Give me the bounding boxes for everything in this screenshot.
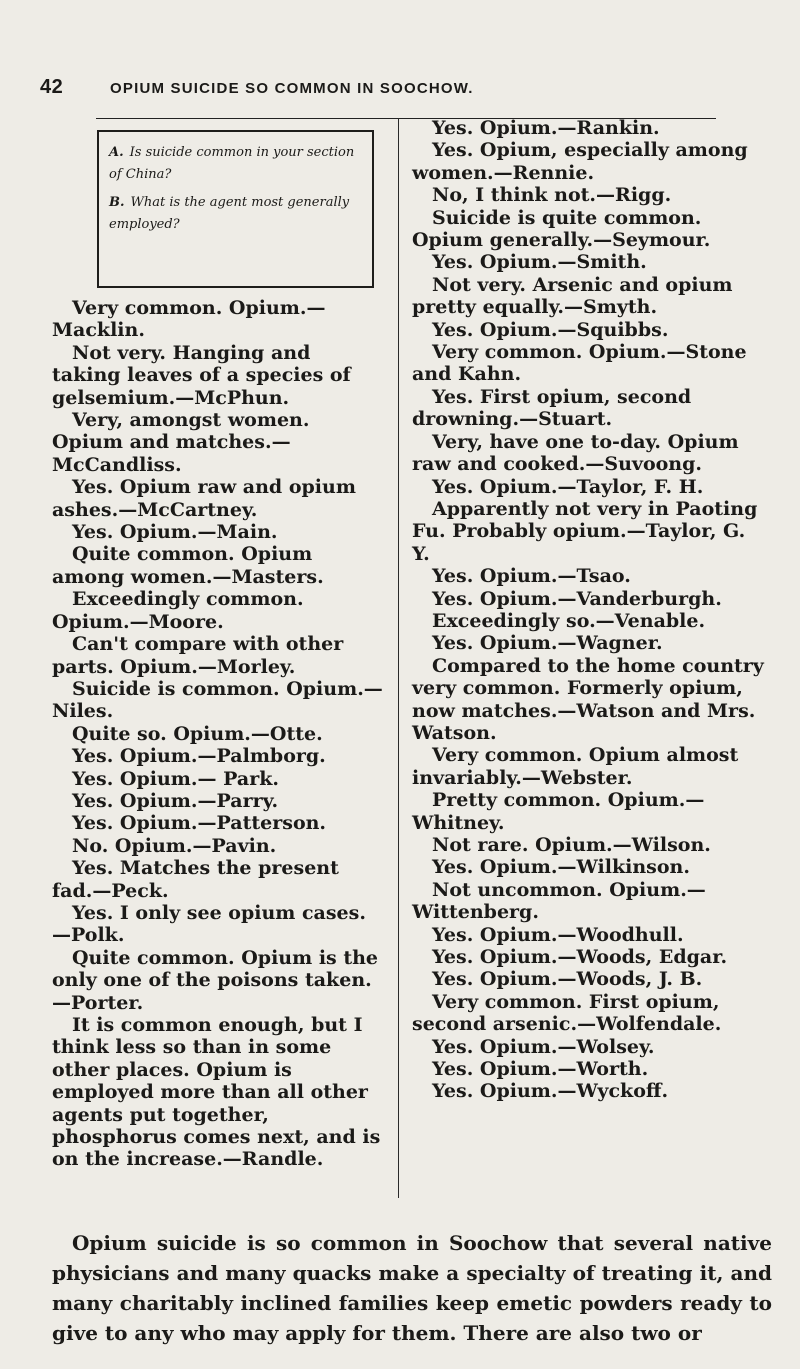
- response-entry: Very common. First opium, second arsenic.—Wolfendale.: [412, 990, 722, 1036]
- response-entry: Yes. Opium.—Taylor, F. H.: [432, 475, 704, 498]
- response-entry: Can't compare with other parts. Opium.—Morley.: [52, 633, 344, 678]
- response-entry: No. Opium.—Pavin.: [72, 834, 277, 857]
- column-divider: [398, 118, 399, 1198]
- right-column: [412, 117, 764, 1103]
- page-number: 42: [40, 76, 64, 98]
- question-b: B. What is the agent most generally employed?: [109, 195, 350, 232]
- question-a: A. Is suicide common in your section of China?: [109, 145, 355, 182]
- response-entry: Not very. Arsenic and opium pretty equally.—Smyth.: [412, 273, 733, 319]
- response-entry: Yes. Opium.—Smith.: [432, 251, 647, 274]
- response-entry: Very common. Opium.—Macklin.: [52, 297, 326, 342]
- response-entry: Yes. Opium.—Woodhull.: [432, 923, 684, 946]
- response-entry: Very common. Opium.—Stone and Kahn.: [412, 341, 747, 386]
- response-entry: Very, amongst women. Opium and matches.—McCandliss.: [52, 409, 310, 476]
- response-entry: Yes. Opium raw and opium ashes.—McCartney.: [52, 476, 356, 521]
- question-box: [97, 130, 374, 288]
- response-entry: Yes. Opium.—Tsao.: [432, 565, 631, 588]
- response-entry: Quite common. Opium is the only one of the poisons taken.—Porter.: [52, 946, 379, 1014]
- response-entry: Not very. Hanging and taking leaves of a species of gelsemium.—McPhun.: [52, 341, 351, 409]
- response-entry: Yes. Opium.—Main.: [72, 521, 278, 544]
- response-entry: Yes. Opium.—Patterson.: [72, 812, 327, 835]
- response-entry: Yes. Opium.—Squibbs.: [432, 318, 669, 341]
- response-entry: Quite so. Opium.—Otte.: [72, 722, 323, 745]
- response-entry: Yes. Opium.—Wolsey.: [432, 1035, 655, 1058]
- response-entry: Yes. Opium.—Palmborg.: [72, 745, 326, 768]
- response-entry: Yes. Opium.—Vanderburgh.: [432, 587, 722, 610]
- response-entry: Yes. Opium.—Wilkinson.: [432, 856, 690, 879]
- response-entry: Not rare. Opium.—Wilson.: [432, 834, 711, 856]
- response-entry: Yes. Opium.—Rankin.: [432, 117, 660, 139]
- response-entry: Yes. I only see opium cases.—Polk.: [52, 901, 366, 947]
- response-entry: Very common. Opium almost invariably.—Webster.: [412, 744, 739, 789]
- response-entry: Yes. Opium.—Wyckoff.: [432, 1080, 669, 1103]
- response-entry: It is common enough, but I think less so than in some other places. Opium is employed more than all other agents put together, phosphorus comes next, and is on the increase.—Randle.: [52, 1014, 381, 1171]
- response-entry: Yes. Opium, especially among women.—Rennie.: [412, 139, 748, 184]
- response-entry: Yes. Opium.—Woods, J. B.: [432, 968, 703, 991]
- response-entry: Yes. Opium.—Parry.: [72, 789, 279, 812]
- response-entry: Yes. First opium, second drowning.—Stuart.: [412, 385, 692, 431]
- response-entry: Yes. Opium.—Woods, Edgar.: [432, 946, 728, 969]
- response-entry: Yes. Opium.— Park.: [72, 767, 280, 790]
- response-entry: No, I think not.—Rigg.: [432, 184, 672, 207]
- left-column: [52, 297, 384, 1171]
- response-entry: Pretty common. Opium.—Whitney.: [412, 789, 705, 834]
- response-entry: Suicide is common. Opium.—Niles.: [52, 677, 383, 723]
- response-entry: Exceedingly common. Opium.—Moore.: [52, 588, 304, 633]
- response-entry: Very, have one to-day. Opium raw and cooked.—Suvoong.: [412, 430, 739, 476]
- response-entry: Quite common. Opium among women.—Masters.: [52, 543, 324, 588]
- closing-paragraph: [52, 1228, 772, 1348]
- response-entry: Compared to the home country very common. Formerly opium, now matches.—Watson and Mrs. Watson.: [412, 654, 764, 744]
- response-entry: Not uncommon. Opium.—Wittenberg.: [412, 878, 706, 924]
- closing-paragraph-text: Opium suicide is so common in Soochow that several native physicians and many quacks make a specialty of treating it, and many charitably inclined families keep emetic powders ready to give to any who may apply for them. There are also two or: [52, 1231, 772, 1345]
- response-entry: Apparently not very in Paoting Fu. Probably opium.—Taylor, G. Y.: [412, 497, 758, 565]
- running-title: OPIUM SUICIDE SO COMMON IN SOOCHOW.: [110, 80, 474, 97]
- response-entry: Yes. Opium.—Worth.: [432, 1058, 649, 1081]
- response-entry: Yes. Matches the present fad.—Peck.: [52, 857, 339, 902]
- response-entry: Yes. Opium.—Wagner.: [432, 632, 663, 655]
- response-entry: Exceedingly so.—Venable.: [432, 609, 706, 632]
- response-entry: Suicide is quite common. Opium generally.—Seymour.: [412, 206, 711, 252]
